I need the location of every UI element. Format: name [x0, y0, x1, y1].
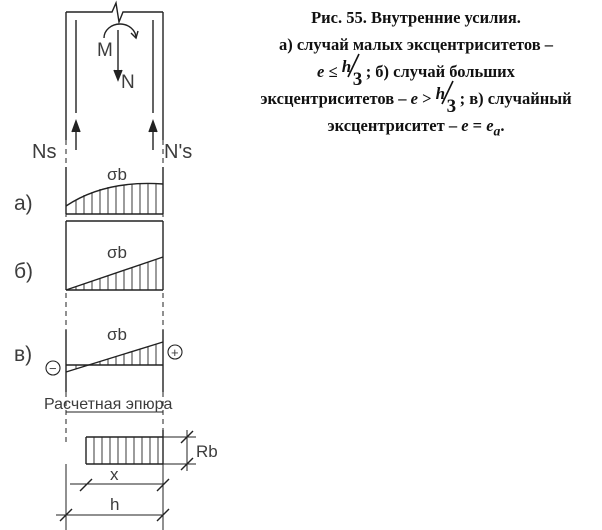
minus-sign: − — [49, 361, 57, 376]
h-over-3-fraction-2: h 3 — [436, 88, 460, 108]
rb-label: Rb — [196, 442, 218, 461]
design-diagram-title: Расчетная эпюра — [44, 396, 173, 413]
caption-title: Рис. 55. Внутренние усилия. — [311, 8, 521, 27]
stress-label-a: σb — [107, 165, 127, 184]
case-c-label: в) — [14, 343, 33, 366]
x-label: x — [110, 465, 119, 484]
figure-caption — [232, 4, 600, 144]
ns-label: Ns — [32, 141, 57, 163]
caption-line-2: а) случай малых эксцентриситетов – — [278, 35, 554, 54]
case-a-label: а) — [14, 192, 33, 215]
caption-line-3: e ≤ h 3 ; б) случай больших — [232, 58, 600, 85]
axial-force-label: N — [121, 72, 135, 93]
moment-label: M — [97, 40, 113, 61]
plus-sign: + — [171, 345, 179, 360]
column-break-line — [66, 3, 163, 22]
stress-label-c: σb — [107, 325, 127, 344]
caption-line-4: эксцентриситетов – e > h 3 ; в) случайный — [232, 85, 600, 112]
rb-dimension — [163, 430, 196, 471]
stress-label-b: σb — [107, 243, 127, 262]
h-label: h — [110, 495, 120, 514]
caption-line-5: эксцентриситет – $e = e_a$. — [327, 116, 505, 139]
h-over-3-fraction: h 3 — [342, 61, 366, 81]
moment-arc-icon — [104, 24, 136, 38]
ns-prime-label: N's — [164, 141, 193, 163]
design-stress-block — [66, 412, 163, 464]
case-b-label: б) — [14, 260, 34, 283]
